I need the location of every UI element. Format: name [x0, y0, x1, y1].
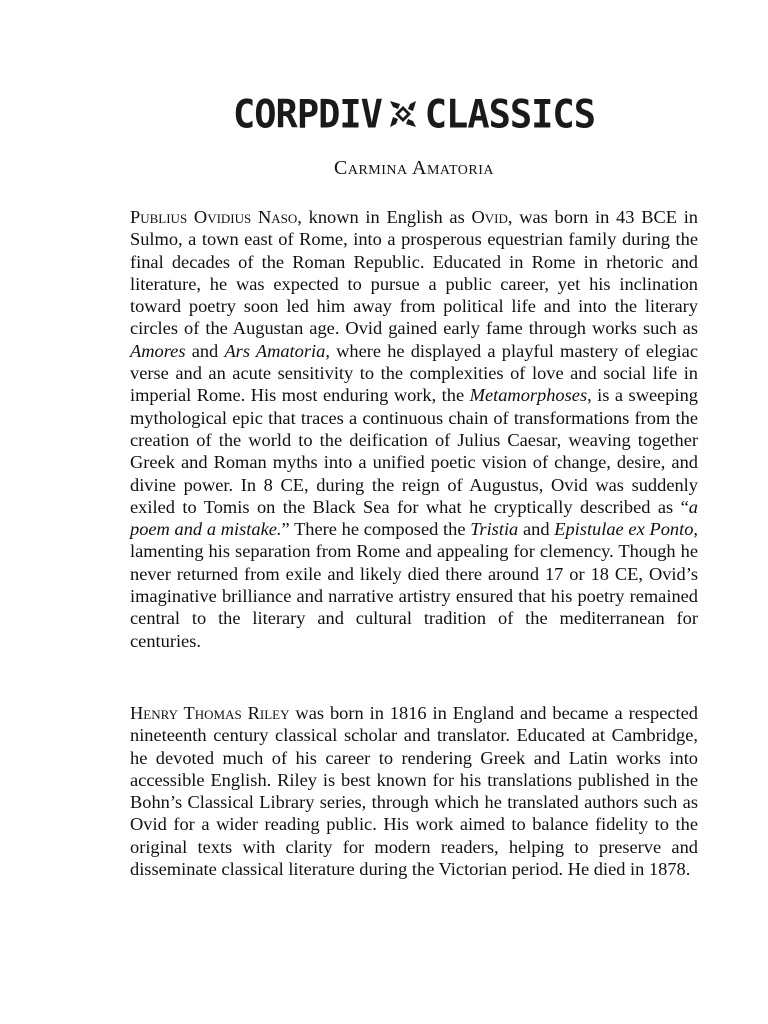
work-title: Ars Amatoria — [224, 340, 326, 361]
text-run: , lamenting his separation from Rome and appealing for clemency. Though he never returned from exile and likely died there around 17 or 18 CE, Ovid’s imaginative brilliance and narrative artistry ensured that his poetry remained central to the literary and cultural tradition of the mediterranean for centuries. — [130, 519, 699, 651]
text-run: , known in English as — [297, 207, 472, 227]
text-run: and — [518, 519, 555, 540]
logo-text-right: CLASSICS — [424, 91, 595, 137]
translator-biography — [130, 702, 698, 880]
logo-text-left: CORPDIV — [233, 91, 382, 137]
text-run: , was born in 43 BCE in Sulmo, a town east of Rome, into a prosperous equestrian family during the final decades of the Roman Republic. Educated in Rome in rhetoric and literature, he was expected to pursue a public career, yet his inclination toward poetry soon led him away from political life and into the literary circles of the Augustan age. Ovid gained early fame through works such as — [130, 207, 699, 339]
text-run: ” There he composed the — [281, 519, 471, 540]
quotation: a poem and a mistake. — [130, 496, 698, 540]
emblem-icon — [386, 97, 420, 131]
text-run: , where he displayed a playful mastery of elegiac verse and an acute sensitivity to the complexities of love and social life in imperial Rome. His most enduring work, the — [130, 340, 698, 406]
author-name: Publius Ovidius Naso — [130, 207, 298, 227]
work-title: Amores — [130, 340, 186, 361]
publisher-logo — [233, 91, 595, 137]
work-title: Epistulae ex Ponto — [554, 519, 694, 540]
work-title: Metamorphoses — [469, 385, 588, 406]
author-short-name: Ovid — [471, 207, 508, 227]
book-title: Carmina Amatoria — [334, 157, 494, 179]
text-run: , is a sweeping mythological epic that traces a continuous chain of transformations from the creation of the world to the deification of Julius Caesar, weaving together Greek and Roman myths into a unified poetic vision of change, desire, and divine power. In 8 CE, during the reign of Augustus, Ovid was suddenly exiled to Tomis on the Black Sea for what he cryptically described as “ — [130, 385, 698, 517]
text-run: and — [185, 340, 225, 361]
work-title: Tristia — [470, 519, 519, 540]
author-biography — [130, 206, 698, 652]
text-run: was born in 1816 in England and became a respected nineteenth century classical scholar and translator. Educated at Cambridge, he devoted much of his career to rendering Greek and Latin works into accessible English. Riley is best known for his translations published in the Bohn’s Classical Library series, through which he translated authors such as Ovid for a wider reading public. His work aimed to balance fidelity to the original texts with clarity for modern readers, helping to preserve and disseminate classical literature during the Victorian period. He died in 1878. — [130, 703, 698, 880]
translator-name: Henry Thomas Riley — [130, 703, 290, 723]
